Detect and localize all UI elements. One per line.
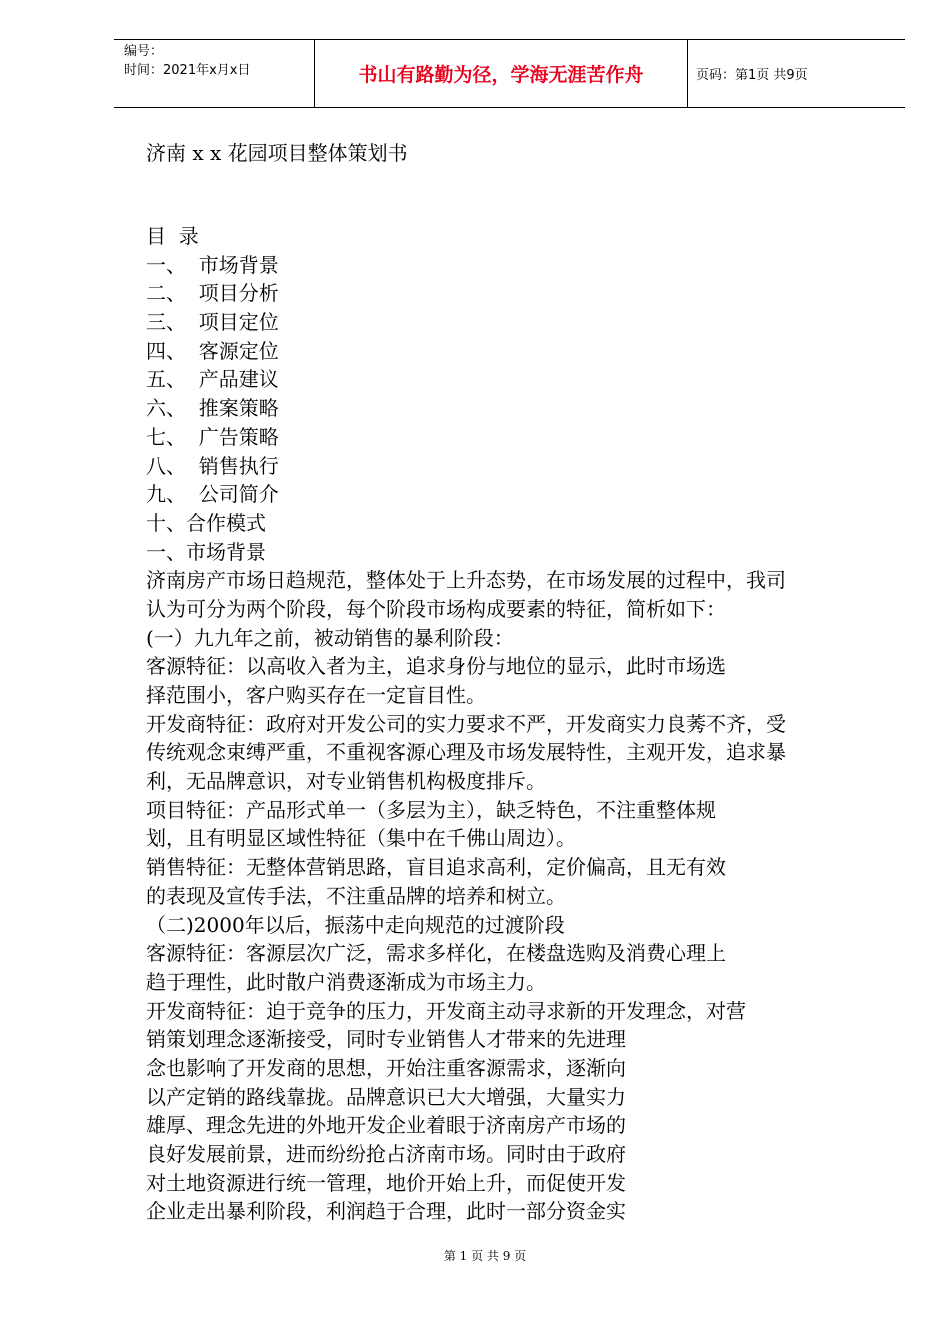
body-line: 传统观念束缚严重，不重视客源心理及市场发展特性，主观开发，追求暴 <box>146 740 786 765</box>
body-line: 良好发展前景，进而纷纷抢占济南市场。同时由于政府 <box>146 1142 626 1166</box>
body-line: 四、 客源定位 <box>146 338 279 363</box>
body-line: 项目特征：产品形式单一（多层为主），缺乏特色，不注重整体规 <box>146 797 716 822</box>
body-line: 三、 项目定位 <box>146 310 279 335</box>
body-line: 九、 公司简介 <box>146 482 279 507</box>
body-line: (一）九九年之前，被动销售的暴利阶段： <box>146 625 514 650</box>
body-line: 以产定销的路线靠拢。品牌意识已大大增强，大量实力 <box>146 1084 626 1109</box>
body-line: 六、 推案策略 <box>146 396 279 421</box>
body-line: 划，且有明显区域性特征（集中在千佛山周边）。 <box>146 826 576 851</box>
body-line: 企业走出暴利阶段，利润趋于合理，此时一部分资金实 <box>146 1199 626 1224</box>
page-footer <box>0 1247 950 1264</box>
body-line: 认为可分为两个阶段，每个阶段市场构成要素的特征，简析如下： <box>146 596 726 621</box>
page-number-cell <box>688 40 905 107</box>
body-line: 的表现及宣传手法，不注重品牌的培养和树立。 <box>146 883 566 908</box>
body-line: 一、 市场背景 <box>146 252 279 277</box>
header-meta-cell <box>114 40 315 107</box>
document-title: 济南 x x 花园项目整体策划书 <box>146 141 408 165</box>
footer-page-number: 第 1 页 共 9 页 <box>443 1249 527 1263</box>
body-line: 利，无品牌意识，对专业销售机构极度排斥。 <box>146 769 546 794</box>
body-line: 目 录 <box>146 224 199 248</box>
body-line: 八、 销售执行 <box>146 453 279 478</box>
body-line: 销策划理念逐渐接受，同时专业销售人才带来的先进理 <box>146 1027 626 1052</box>
body-line: 五、 产品建议 <box>146 367 279 392</box>
body-line: 二、 项目分析 <box>146 281 279 306</box>
body-line: 趋于理性，此时散户消费逐渐成为市场主力。 <box>146 969 546 994</box>
body-line: 对土地资源进行统一管理，地价开始上升，而促使开发 <box>146 1170 626 1195</box>
body-line: 销售特征：无整体营销思路，盲目追求高利，定价偏高，且无有效 <box>146 855 726 880</box>
body-line: 客源特征：以高收入者为主，追求身份与地位的显示，此时市场选 <box>146 654 726 679</box>
body-line: 念也影响了开发商的思想，开始注重客源需求，逐渐向 <box>146 1055 626 1080</box>
motto-cell <box>315 40 688 107</box>
body-line: 一、市场背景 <box>146 539 266 564</box>
body-line: 开发商特征：迫于竞争的压力，开发商主动寻求新的开发理念，对营 <box>146 998 746 1023</box>
number-label: 编号： <box>124 44 164 59</box>
page-header <box>114 39 905 108</box>
document-body <box>146 222 876 1226</box>
body-line: 济南房产市场日趋规范，整体处于上升态势，在市场发展的过程中，我司 <box>146 568 786 593</box>
time-label: 时间：2021年x月x日 <box>124 63 251 78</box>
body-line: 开发商特征：政府对开发公司的实力要求不严，开发商实力良莠不齐，受 <box>146 711 786 736</box>
body-line: 七、 广告策略 <box>146 424 279 449</box>
body-line: 客源特征：客源层次广泛，需求多样化，在楼盘选购及消费心理上 <box>146 941 726 966</box>
motto-text: 书山有路勤为径，学海无涯苦作舟 <box>358 64 644 86</box>
body-line: （二)2000年以后，振荡中走向规范的过渡阶段 <box>146 912 565 937</box>
header-page-label: 页码：第1页 共9页 <box>696 68 808 83</box>
body-line: 择范围小，客户购买存在一定盲目性。 <box>146 683 486 707</box>
body-line: 十、合作模式 <box>146 510 266 535</box>
body-line: 雄厚、理念先进的外地开发企业着眼于济南房产市场的 <box>146 1113 626 1138</box>
